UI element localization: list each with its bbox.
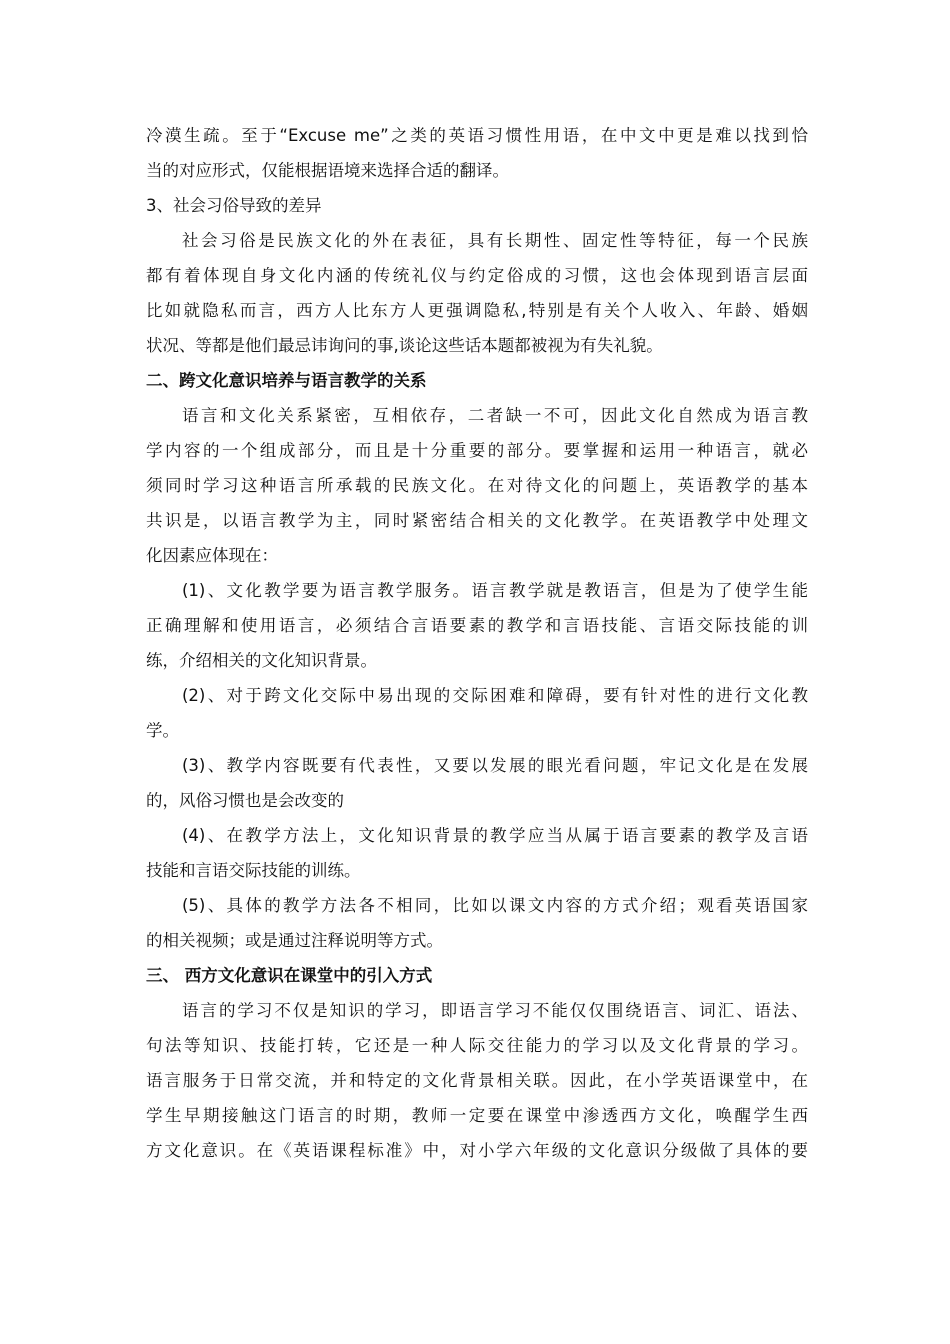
text-line: (3)、教学内容既要有代表性，又要以发展的眼光看问题，牢记文化是在发展 bbox=[182, 756, 808, 775]
text-line: 正确理解和使用语言，必须结合言语要素的教学和言语技能、言语交际技能的训 bbox=[146, 616, 808, 635]
section-heading: 二、跨文化意识培养与语言教学的关系 bbox=[146, 371, 427, 390]
section-heading: 三、 西方文化意识在课堂中的引入方式 bbox=[146, 966, 433, 985]
text-line: 学。 bbox=[146, 721, 179, 740]
text-line: 都有着体现自身文化内涵的传统礼仪与约定俗成的习惯，这也会体现到语言层面 bbox=[146, 266, 808, 285]
text-line: 练，介绍相关的文化知识背景。 bbox=[146, 651, 377, 670]
text-line: 技能和言语交际技能的训练。 bbox=[146, 861, 361, 880]
text-line: 语言和文化关系紧密，互相依存，二者缺一不可，因此文化自然成为语言教 bbox=[182, 406, 808, 425]
text-line: 句法等知识、技能打转，它还是一种人际交往能力的学习以及文化背景的学习。 bbox=[146, 1036, 808, 1055]
text-line: (5)、具体的教学方法各不相同，比如以课文内容的方式介绍；观看英语国家 bbox=[182, 896, 808, 915]
text-line: 的相关视频；或是通过注释说明等方式。 bbox=[146, 931, 443, 950]
text-line: 方文化意识。在《英语课程标准》中，对小学六年级的文化意识分级做了具体的要 bbox=[146, 1141, 808, 1160]
text-line: 比如就隐私而言，西方人比东方人更强调隐私,特别是有关个人收入、年龄、婚姻 bbox=[146, 301, 808, 320]
text-line: 学内容的一个组成部分，而且是十分重要的部分。要掌握和运用一种语言，就必 bbox=[146, 441, 808, 460]
text-line: 化因素应体现在： bbox=[146, 546, 278, 565]
text-line: 冷漠生疏。至于“Excuse me”之类的英语习惯性用语，在中文中更是难以找到恰 bbox=[146, 126, 808, 145]
text-line: 状况、等都是他们最忌讳询问的事,谈论这些话本题都被视为有失礼貌。 bbox=[146, 336, 663, 355]
text-line: 3、社会习俗导致的差异 bbox=[146, 196, 322, 215]
text-line: (2)、对于跨文化交际中易出现的交际困难和障碍，要有针对性的进行文化教 bbox=[182, 686, 808, 705]
text-line: 学生早期接触这门语言的时期，教师一定要在课堂中渗透西方文化，唤醒学生西 bbox=[146, 1106, 808, 1125]
text-line: 语言服务于日常交流，并和特定的文化背景相关联。因此，在小学英语课堂中，在 bbox=[146, 1071, 808, 1090]
document-body bbox=[146, 118, 808, 1168]
text-line: 的，风俗习惯也是会改变的 bbox=[146, 791, 344, 810]
text-line: (4)、在教学方法上，文化知识背景的教学应当从属于语言要素的教学及言语 bbox=[182, 826, 808, 845]
text-line: (1)、文化教学要为语言教学服务。语言教学就是教语言，但是为了使学生能 bbox=[182, 581, 808, 600]
text-line: 须同时学习这种语言所承载的民族文化。在对待文化的问题上，英语教学的基本 bbox=[146, 476, 808, 495]
text-line: 共识是，以语言教学为主，同时紧密结合相关的文化教学。在英语教学中处理文 bbox=[146, 511, 808, 530]
text-line: 当的对应形式，仅能根据语境来选择合适的翻译。 bbox=[146, 161, 509, 180]
text-line: 社会习俗是民族文化的外在表征，具有长期性、固定性等特征，每一个民族 bbox=[182, 231, 808, 250]
text-line: 语言的学习不仅是知识的学习，即语言学习不能仅仅围绕语言、词汇、语法、 bbox=[182, 1001, 808, 1020]
